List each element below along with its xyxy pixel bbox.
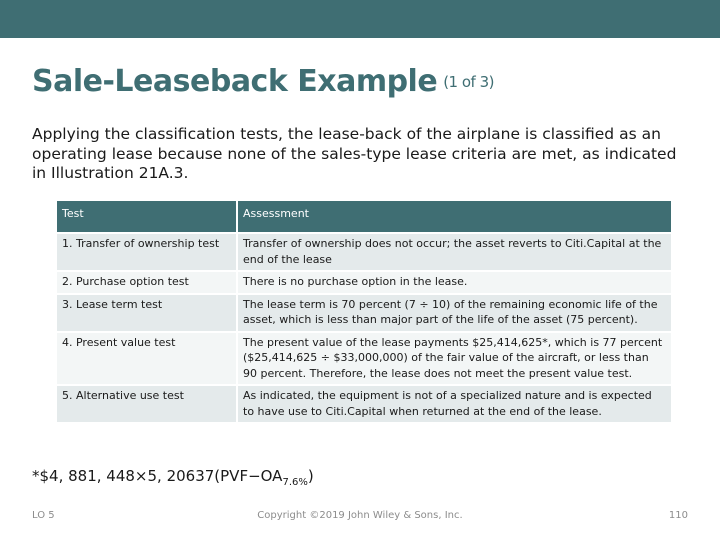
assessment-cell: The present value of the lease payments $25,414,625*, which is 77 percent ($25,414,625 ÷ $33,000,000) of the fair value of the aircraft, or less than 90 percent. Therefore, the lease does not meet the present value test. [237, 332, 672, 386]
assessment-cell: The lease term is 70 percent (7 ÷ 10) of the remaining economic life of the asset, which is less than major part of the life of the asset (75 percent). [237, 294, 672, 332]
footer-copyright: Copyright ©2019 John Wiley & Sons, Inc. [257, 510, 463, 521]
footnote-formula: *$4, 881, 448×5, 20637(PVF−OA [32, 467, 283, 485]
table-row [56, 233, 672, 271]
table-row [56, 385, 672, 423]
assessment-cell: As indicated, the equipment is not of a specialized nature and is expected to have use to Citi.Capital when returned at the end of the lease. [237, 385, 672, 423]
footnote-close: ) [307, 467, 314, 485]
classification-table [55, 199, 673, 424]
test-cell: 4. Present value test [56, 332, 237, 386]
table-header-row [56, 200, 672, 233]
table-row [56, 294, 672, 332]
header-assessment: Assessment [237, 200, 672, 233]
slide-title-text: Sale-Leaseback Example [32, 64, 438, 99]
test-cell: 3. Lease term test [56, 294, 237, 332]
top-banner [0, 0, 720, 38]
intro-paragraph: Applying the classification tests, the lease-back of the airplane is classified as an operating lease because none of the sales-type lease criteria are met, as indicated in Illustration 21A.3. [32, 125, 677, 182]
test-cell: 1. Transfer of ownership test [56, 233, 237, 271]
table-row [56, 332, 672, 386]
slide-title-part: (1 of 3) [443, 73, 494, 91]
footer-lo: LO 5 [32, 510, 55, 521]
footnote [32, 467, 314, 488]
footer-page-number: 110 [668, 510, 688, 521]
footnote-subscript: 7.6% [282, 477, 308, 488]
assessment-cell: There is no purchase option in the lease. [237, 271, 672, 294]
test-cell: 2. Purchase option test [56, 271, 237, 294]
test-cell: 5. Alternative use test [56, 385, 237, 423]
header-test: Test [56, 200, 237, 233]
table-row [56, 271, 672, 294]
slide-title [32, 64, 494, 99]
assessment-cell: Transfer of ownership does not occur; the asset reverts to Citi.Capital at the end of the lease [237, 233, 672, 271]
